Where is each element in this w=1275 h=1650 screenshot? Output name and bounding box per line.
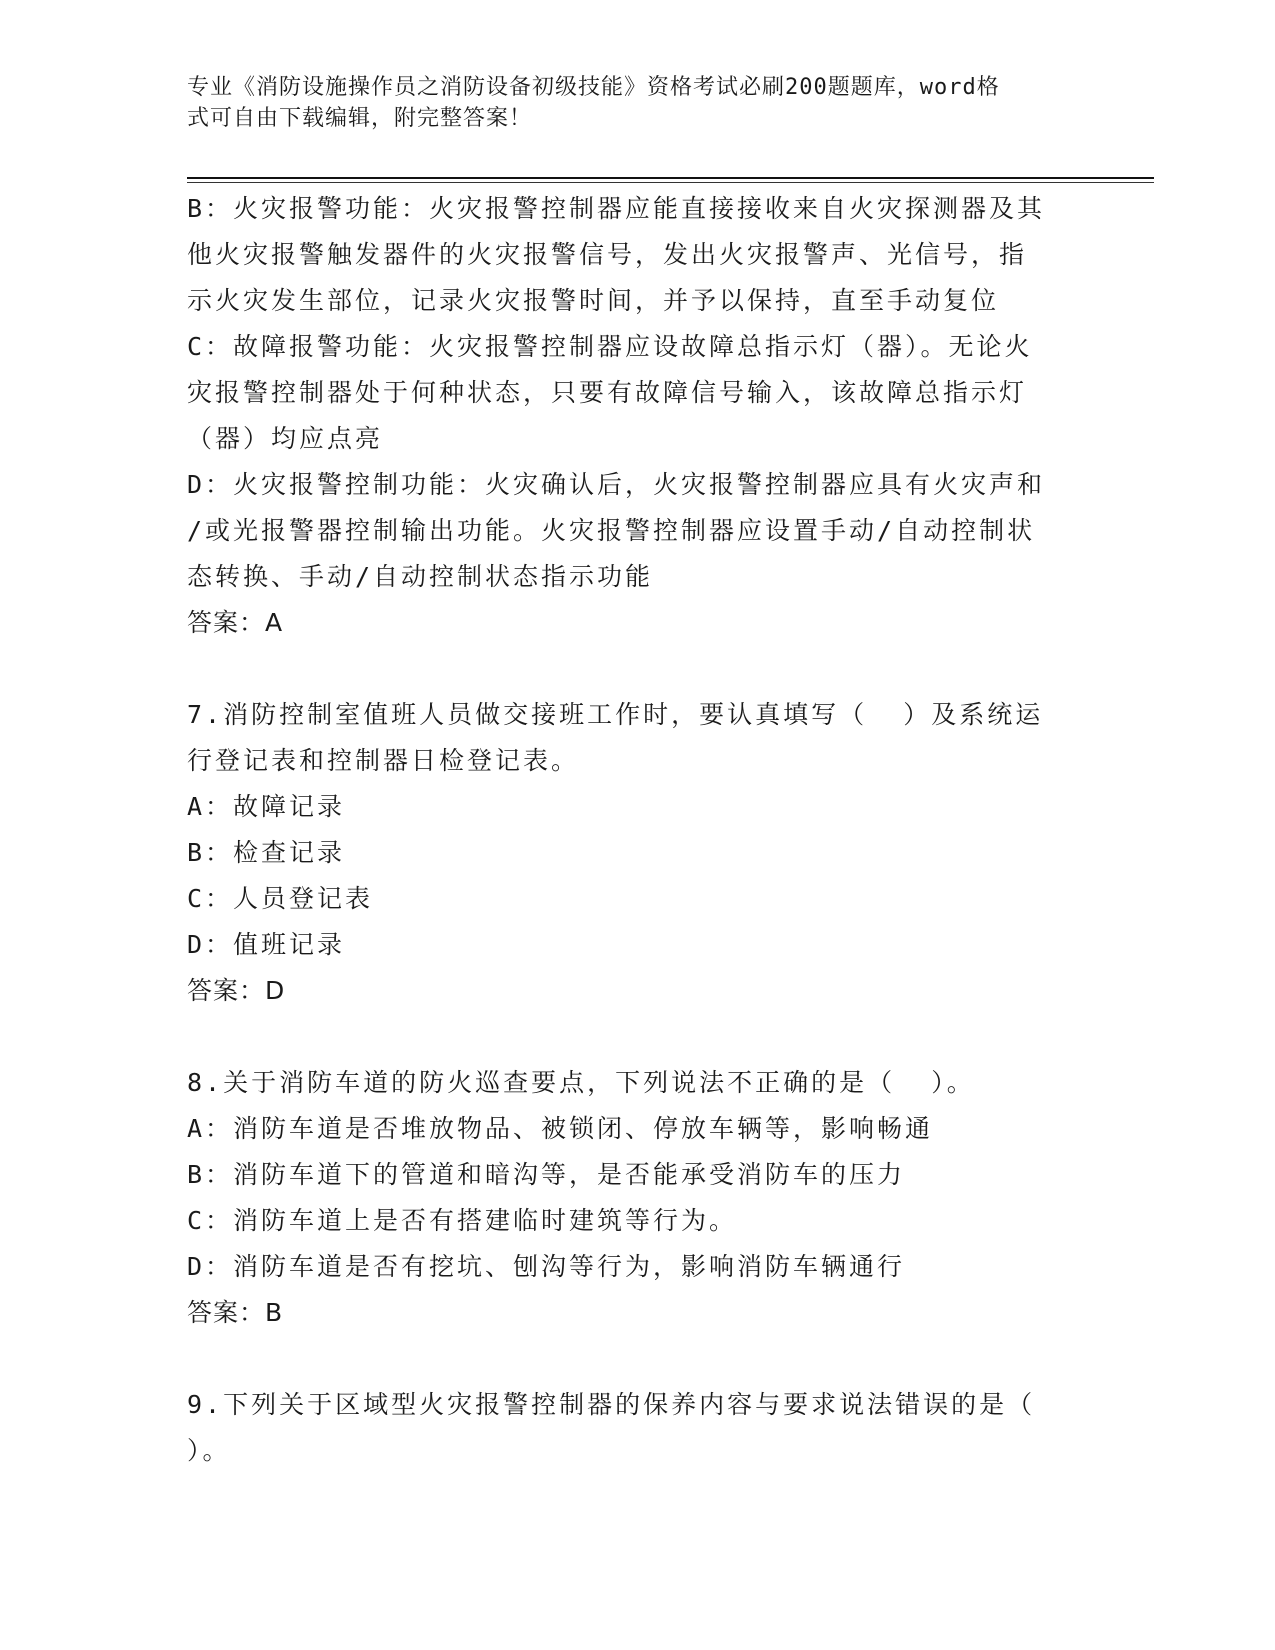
option-b-line-1: B：火灾报警功能：火灾报警控制器应能直接接收来自火灾探测器及其 — [187, 194, 1046, 223]
question-9 — [187, 1382, 1077, 1474]
header-divider-thin — [187, 182, 1154, 183]
question-stem-line-1: 8.关于消防车道的防火巡查要点，下列说法不正确的是（ ）。 — [187, 1068, 975, 1097]
option-c-line-3: （器）均应点亮 — [187, 424, 384, 453]
option-c: C：消防车道上是否有搭建临时建筑等行为。 — [187, 1206, 738, 1235]
answer-label: 答案：D — [187, 976, 286, 1005]
question-stem-line-2: 行登记表和控制器日检登记表。 — [187, 746, 580, 775]
option-b: B：消防车道下的管道和暗沟等，是否能承受消防车的压力 — [187, 1160, 906, 1189]
option-b: B：检查记录 — [187, 838, 346, 867]
option-c: C：人员登记表 — [187, 884, 374, 913]
question-7 — [187, 692, 1077, 1014]
question-stem-line-1: 7.消防控制室值班人员做交接班工作时，要认真填写（ ）及系统运 — [187, 700, 1044, 729]
header-divider-thick — [187, 177, 1154, 179]
answer-label: 答案：B — [187, 1298, 284, 1327]
option-a: A：故障记录 — [187, 792, 346, 821]
option-d-line-3: 态转换、手动/自动控制状态指示功能 — [187, 562, 654, 591]
header-line-1: 专业《消防设施操作员之消防设备初级技能》资格考试必刷200题题库，word格 — [187, 75, 1000, 100]
spacer — [187, 1336, 1077, 1382]
spacer — [187, 1014, 1077, 1060]
option-d: D：值班记录 — [187, 930, 346, 959]
option-c-line-1: C：故障报警功能：火灾报警控制器应设故障总指示灯（器）。无论火 — [187, 332, 1033, 361]
question-8 — [187, 1060, 1077, 1336]
document-header — [187, 72, 1077, 134]
option-d-line-1: D：火灾报警控制功能：火灾确认后，火灾报警控制器应具有火灾声和 — [187, 470, 1046, 499]
option-d-line-2: /或光报警器控制输出功能。火灾报警控制器应设置手动/自动控制状 — [187, 516, 1036, 545]
question-stem-line-1: 9.下列关于区域型火灾报警控制器的保养内容与要求说法错误的是（ — [187, 1390, 1036, 1419]
option-c-line-2: 灾报警控制器处于何种状态，只要有故障信号输入，该故障总指示灯 — [187, 378, 1028, 407]
question-6-continued — [187, 186, 1077, 646]
option-d: D：消防车道是否有挖坑、刨沟等行为，影响消防车辆通行 — [187, 1252, 906, 1281]
option-b-line-3: 示火灾发生部位，记录火灾报警时间，并予以保持，直至手动复位 — [187, 286, 1000, 315]
option-b-line-2: 他火灾报警触发器件的火灾报警信号，发出火灾报警声、光信号，指 — [187, 240, 1028, 269]
document-body — [187, 186, 1077, 1474]
header-line-2: 式可自由下载编辑，附完整答案！ — [187, 106, 533, 131]
answer-label: 答案：A — [187, 608, 284, 637]
option-a: A：消防车道是否堆放物品、被锁闭、停放车辆等，影响畅通 — [187, 1114, 934, 1143]
question-stem-line-2: ）。 — [187, 1436, 231, 1465]
spacer — [187, 646, 1077, 692]
